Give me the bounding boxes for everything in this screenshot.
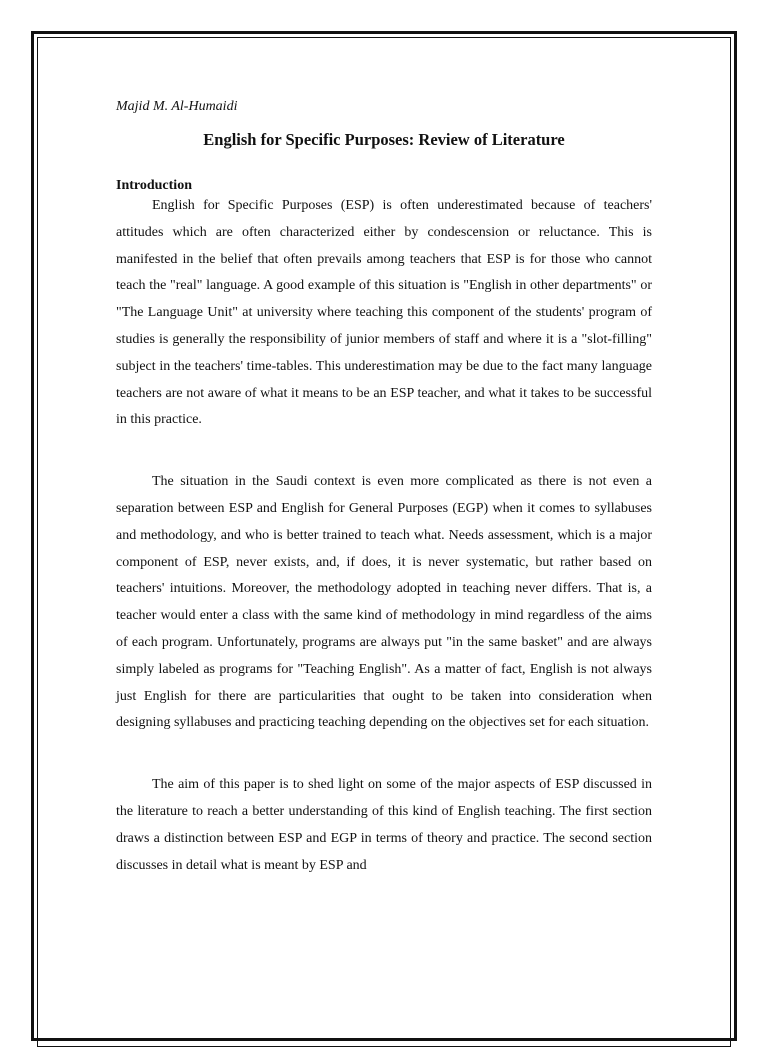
paragraph: The aim of this paper is to shed light on some of the major aspects of ESP discussed in the literature to reach a better understanding of this kind of English teaching. The first section draws a distinction between ESP and EGP in terms of theory and practice. The second section discusses in detail what is meant by ESP and [116,777,652,873]
section-heading: Introduction [116,178,192,193]
paragraph: The situation in the Saudi context is even more complicated as there is not even a separation between ESP and English for General Purposes (EGP) when it comes to syllabuses and methodology, and who is better trained to teach what. Needs assessment, which is a major component of ESP, never exists, and, if does, it is never systematic, but rather based on teachers' intuitions. Moreover, the methodology adopted in teaching never differs. That is, a teacher would enter a class with the same kind of methodology in mind regardless of the aims of each program. Unfortunately, programs are always put "in the same basket" and are always simply labeled as programs for "Teaching English". As a matter of fact, English is not always just English for there are particularities that ought to be taken into consideration when designing syllabuses and practicing teaching depending on the objectives set for each situation. [116,474,652,731]
author-name: Majid M. Al-Humaidi [116,99,238,114]
paragraph: English for Specific Purposes (ESP) is often underestimated because of teachers' attitudes which are often characterized either by condescension or reluctance. This is manifested in the belief that often prevails among teachers that ESP is for those who cannot teach the "real" language. A good example of this situation is "English in other departments" or "The Language Unit" at university where teaching this component of the students' program of studies is generally the responsibility of junior members of staff and where it is a "slot-filling" subject in the teachers' time-tables. This underestimation may be due to the fact many language teachers are not aware of what it means to be an ESP teacher, and what it takes to be successful in this practice. [116,198,652,428]
document-title: English for Specific Purposes: Review of Literature [203,130,565,149]
document-body [116,98,652,879]
